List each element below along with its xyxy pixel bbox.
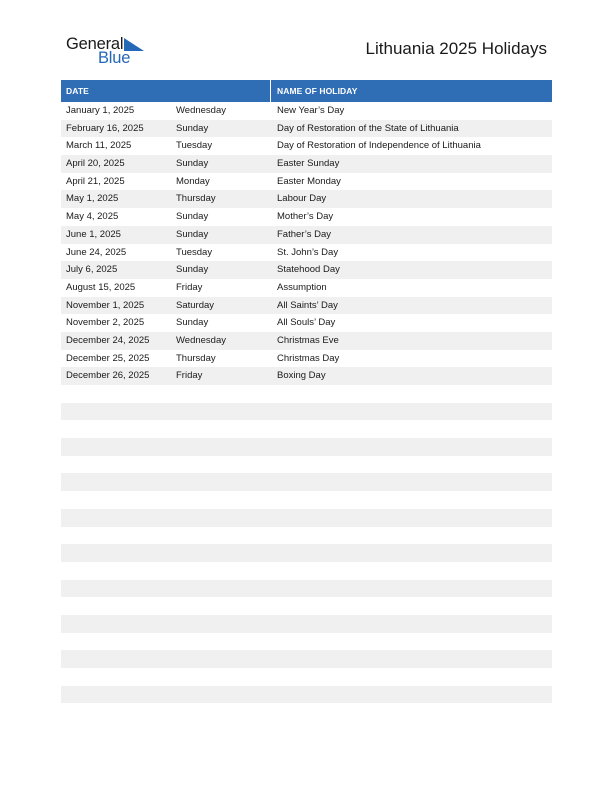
holiday-date: March 11, 2025: [66, 140, 132, 152]
holiday-weekday: Friday: [176, 281, 203, 293]
table-row: [61, 332, 552, 350]
holiday-date: May 1, 2025: [66, 193, 119, 205]
empty-table-row: [61, 473, 552, 491]
holiday-date: May 4, 2025: [66, 211, 119, 223]
generalblue-logo: [66, 35, 156, 69]
holiday-date: February 16, 2025: [66, 122, 144, 134]
holiday-date: November 1, 2025: [66, 299, 145, 311]
table-row: [61, 102, 552, 120]
table-row: [61, 261, 552, 279]
column-header-date: DATE: [66, 86, 89, 96]
empty-table-row: [61, 456, 552, 474]
holiday-weekday: Tuesday: [176, 246, 213, 258]
holiday-date: June 24, 2025: [66, 246, 127, 258]
holiday-name: St. John’s Day: [277, 246, 339, 258]
holiday-name: Statehood Day: [277, 264, 340, 276]
holiday-date: July 6, 2025: [66, 264, 118, 276]
holiday-name: Labour Day: [277, 193, 327, 205]
holiday-date: December 25, 2025: [66, 352, 150, 364]
holiday-weekday: Sunday: [176, 122, 209, 134]
empty-table-row: [61, 650, 552, 668]
empty-table-row: [61, 580, 552, 598]
holiday-weekday: Saturday: [176, 299, 215, 311]
holidays-table: [61, 80, 552, 721]
empty-table-row: [61, 668, 552, 686]
holiday-date: January 1, 2025: [66, 105, 135, 116]
empty-table-row: [61, 403, 552, 421]
empty-table-row: [61, 491, 552, 509]
holiday-date: April 21, 2025: [66, 175, 125, 187]
holiday-name: All Souls’ Day: [277, 317, 336, 329]
header-divider: [270, 80, 271, 102]
holiday-date: November 2, 2025: [66, 317, 145, 329]
empty-table-row: [61, 527, 552, 545]
holiday-name: All Saints’ Day: [277, 299, 338, 311]
empty-table-row: [61, 615, 552, 633]
holiday-weekday: Sunday: [176, 158, 209, 170]
logo-word-general: General: [66, 35, 124, 53]
empty-table-row: [61, 420, 552, 438]
table-body: [61, 102, 552, 721]
table-row: [61, 350, 552, 368]
holiday-name: Day of Restoration of the State of Lithuania: [277, 122, 459, 134]
holiday-name: Mother’s Day: [277, 211, 334, 223]
holiday-name: Assumption: [277, 281, 327, 293]
table-row: [61, 279, 552, 297]
empty-table-row: [61, 385, 552, 403]
holiday-weekday: Sunday: [176, 228, 209, 240]
holiday-weekday: Wednesday: [176, 105, 226, 116]
logo-word-blue: Blue: [98, 49, 131, 67]
empty-table-row: [61, 562, 552, 580]
holiday-name: Father’s Day: [277, 228, 332, 240]
holiday-name: Christmas Day: [277, 352, 340, 364]
empty-table-row: [61, 438, 552, 456]
table-row: [61, 137, 552, 155]
empty-table-row: [61, 597, 552, 615]
table-row: [61, 120, 552, 138]
table-row: [61, 190, 552, 208]
holiday-date: December 26, 2025: [66, 370, 150, 382]
holiday-date: August 15, 2025: [66, 281, 136, 293]
holiday-date: June 1, 2025: [66, 228, 121, 240]
table-row: [61, 226, 552, 244]
table-row: [61, 244, 552, 262]
empty-table-row: [61, 544, 552, 562]
holiday-name: Easter Monday: [277, 175, 341, 187]
holiday-name: Day of Restoration of Independence of Lithuania: [277, 140, 481, 152]
holiday-weekday: Thursday: [176, 352, 216, 364]
holiday-date: December 24, 2025: [66, 334, 150, 346]
empty-table-row: [61, 633, 552, 651]
table-row: [61, 367, 552, 385]
holiday-weekday: Sunday: [176, 264, 209, 276]
holiday-weekday: Thursday: [176, 193, 216, 205]
holiday-weekday: Sunday: [176, 211, 209, 223]
column-header-holiday-name: NAME OF HOLIDAY: [277, 86, 358, 96]
holiday-name: Boxing Day: [277, 370, 326, 382]
empty-table-row: [61, 686, 552, 704]
holiday-weekday: Friday: [176, 370, 203, 382]
holiday-date: April 20, 2025: [66, 158, 125, 170]
holiday-weekday: Sunday: [176, 317, 209, 329]
page-title: Lithuania 2025 Holidays: [365, 39, 547, 58]
holiday-name: Christmas Eve: [277, 334, 339, 346]
empty-table-row: [61, 703, 552, 721]
holiday-name: Easter Sunday: [277, 158, 340, 170]
table-row: [61, 314, 552, 332]
table-row: [61, 297, 552, 315]
holiday-weekday: Wednesday: [176, 334, 226, 346]
holiday-name: New Year’s Day: [277, 105, 345, 116]
holiday-weekday: Monday: [176, 175, 210, 187]
table-header: [61, 80, 552, 102]
table-row: [61, 155, 552, 173]
empty-table-row: [61, 509, 552, 527]
table-row: [61, 208, 552, 226]
table-row: [61, 173, 552, 191]
holiday-weekday: Tuesday: [176, 140, 213, 152]
